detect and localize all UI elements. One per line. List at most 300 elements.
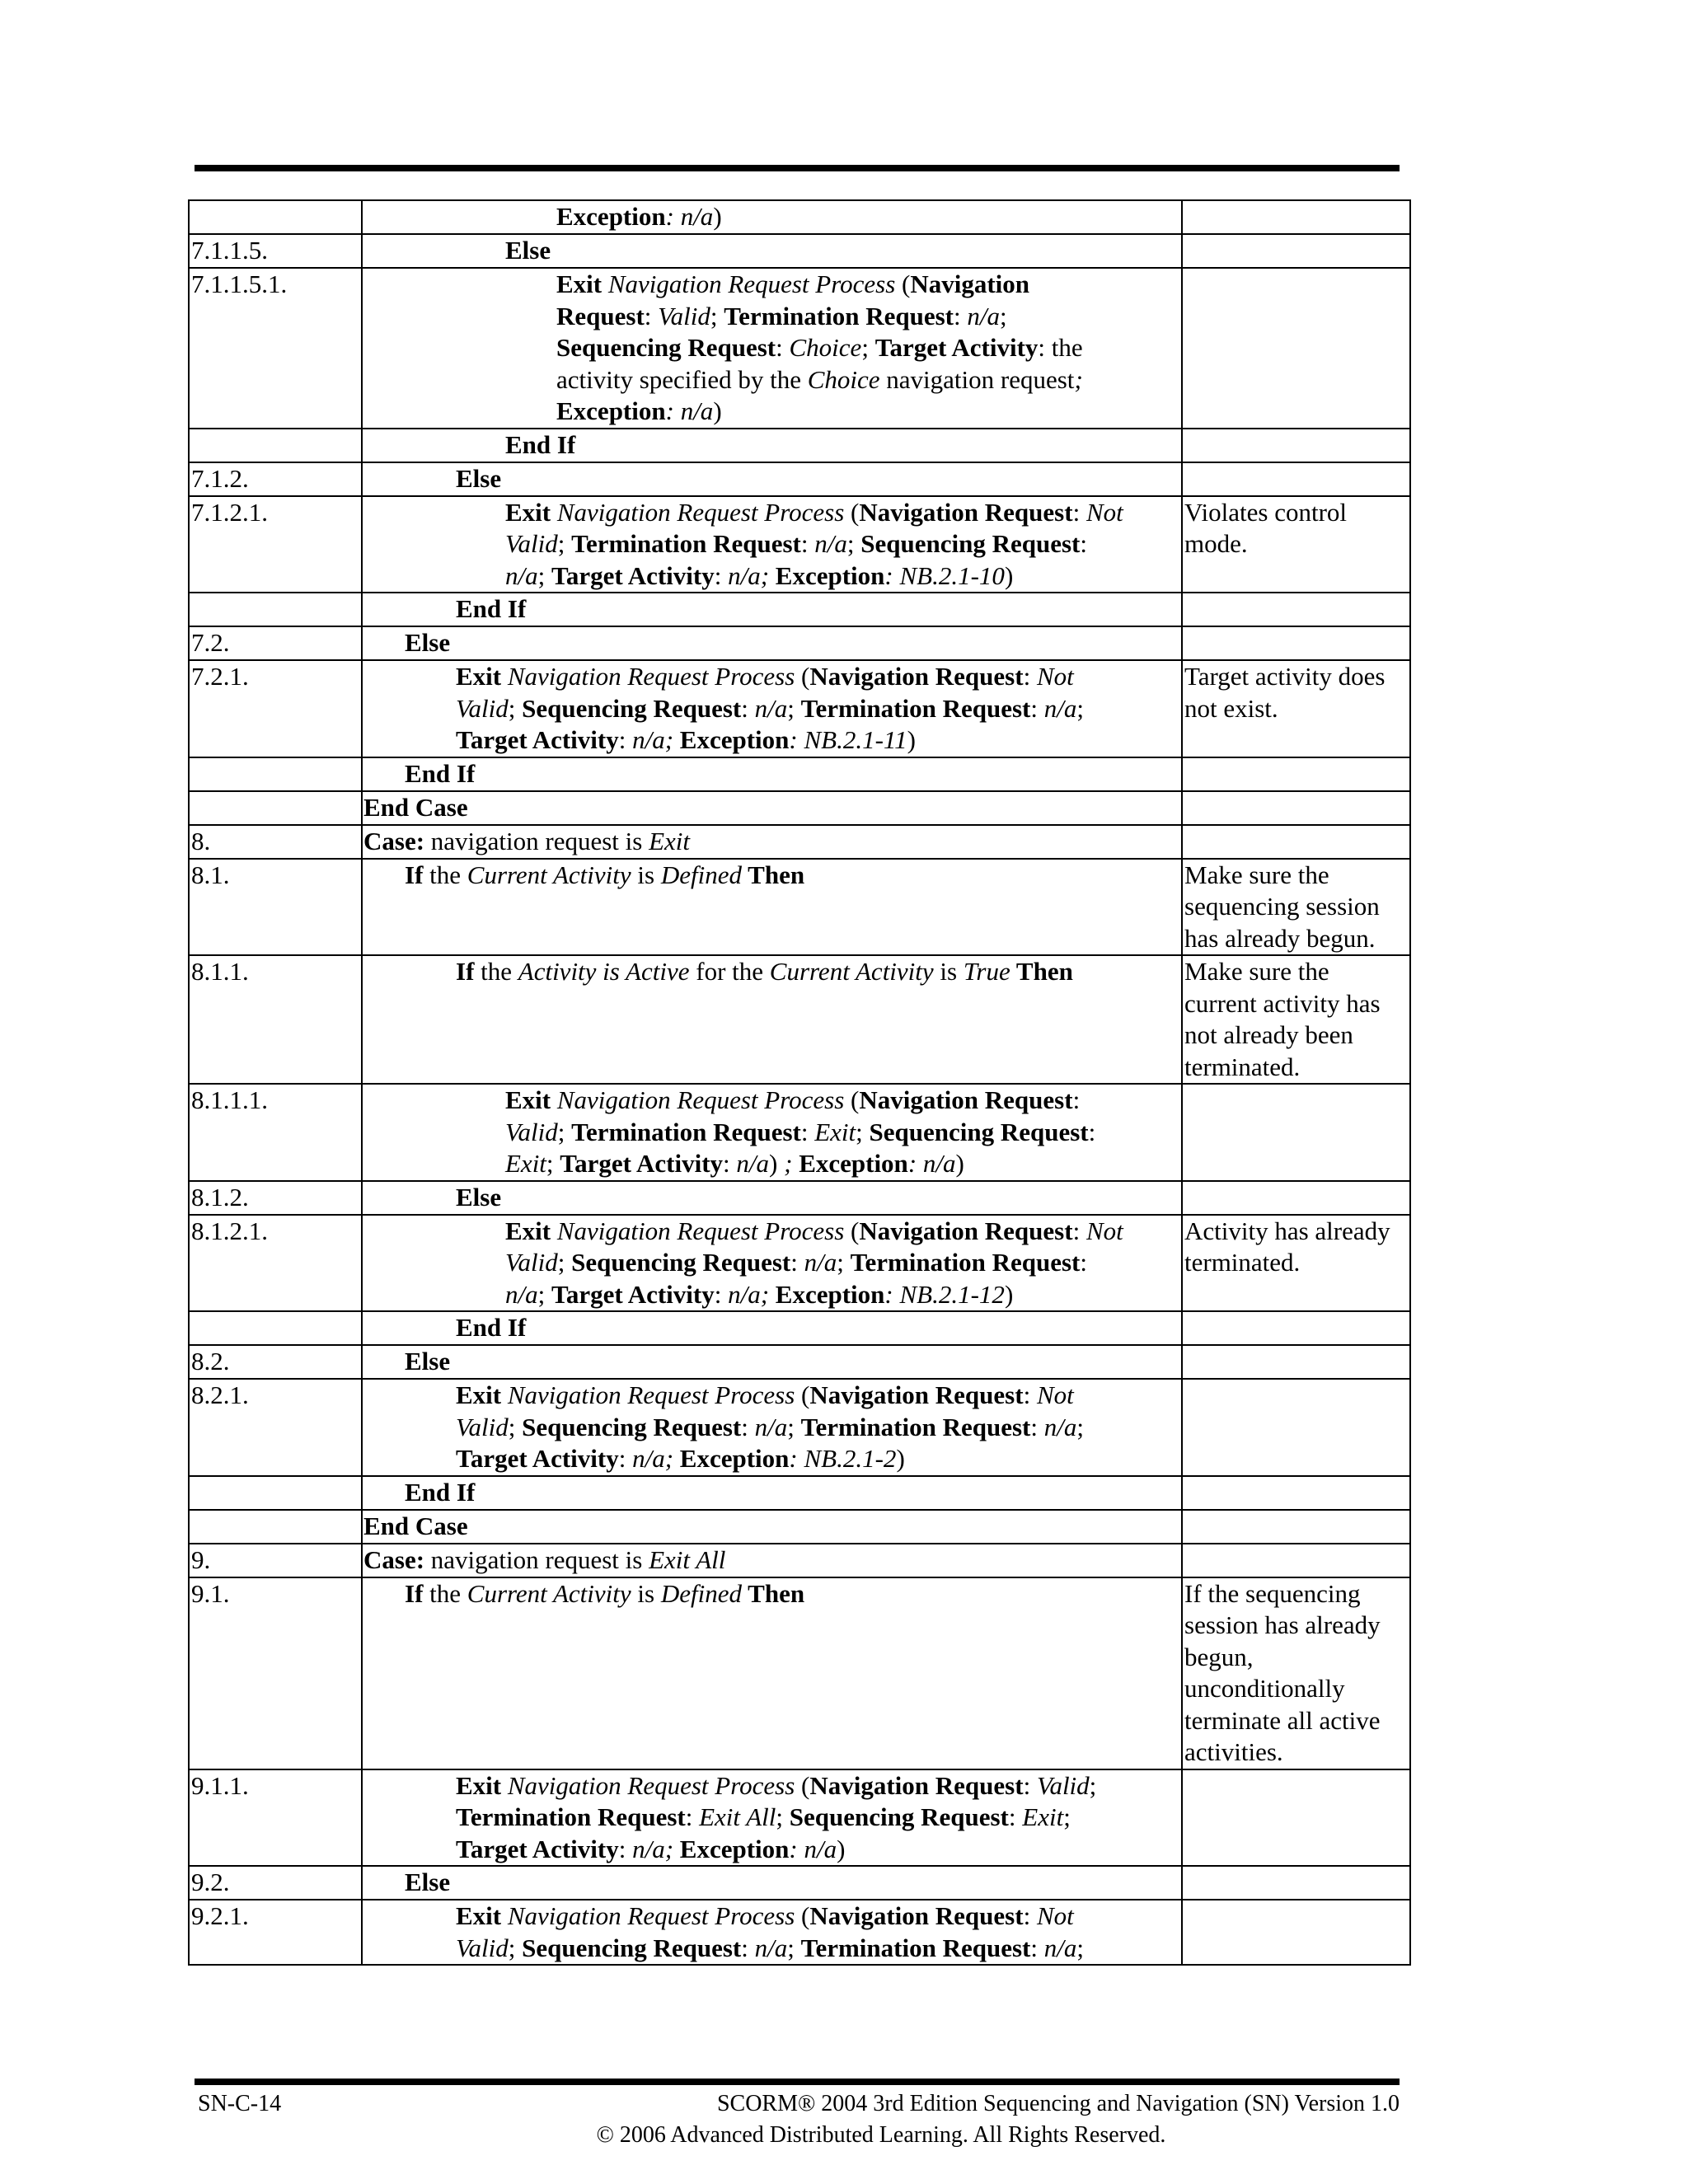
step-text-segment: ;: [846, 529, 861, 558]
step-text: [363, 956, 1181, 988]
step-text: [363, 1900, 1181, 1964]
step-text-segment: End Case: [363, 1511, 468, 1540]
step-text-segment: : n/a: [907, 1149, 956, 1178]
step-text-segment: Termination Request: [456, 1802, 686, 1831]
step-text-segment: n/a: [967, 301, 1000, 330]
step-text-segment: (: [795, 1770, 810, 1800]
step-line: [556, 332, 1181, 364]
table-row: [189, 859, 1410, 956]
step-text-cell: [362, 1379, 1182, 1476]
step-note-cell: [1182, 1900, 1410, 1965]
step-text: [363, 463, 1181, 495]
step-number-cell: [189, 593, 362, 626]
step-number-cell: [189, 429, 362, 462]
step-text-segment: Exit: [456, 662, 502, 691]
step-text-cell: [362, 268, 1182, 429]
step-note-cell: [1182, 626, 1410, 660]
step-text-segment: Current Activity: [467, 1578, 631, 1608]
step-text-segment: Navigation Request: [809, 1770, 1024, 1800]
step-text-segment: :: [1072, 1085, 1081, 1114]
step-text-cell: [362, 496, 1182, 593]
step-text-segment: :: [1080, 529, 1087, 558]
step-text-segment: :: [644, 301, 659, 330]
step-line: [505, 528, 1181, 560]
step-text: [363, 1578, 1181, 1610]
footer-copyright: © 2006 Advanced Distributed Learning. All Rights Reserved.: [596, 2122, 1166, 2148]
step-note-cell: [1182, 825, 1410, 859]
step-text-cell: [362, 1345, 1182, 1379]
step-number-cell: 8.2.: [189, 1345, 362, 1379]
step-text-segment: : NB.2.1-11: [789, 725, 907, 754]
table-row: [189, 462, 1410, 496]
step-text-segment: Exit: [505, 1149, 546, 1178]
step-text-cell: [362, 429, 1182, 462]
step-text-segment: ;: [546, 1149, 560, 1178]
step-text-cell: [362, 660, 1182, 757]
step-text-segment: ): [713, 396, 722, 425]
step-text-cell: [362, 955, 1182, 1084]
step-text: [363, 269, 1181, 428]
step-text-segment: ): [896, 1444, 905, 1473]
step-number-cell: 9.2.1.: [189, 1900, 362, 1965]
table-row: [189, 1866, 1410, 1900]
step-number-cell: [189, 200, 362, 234]
step-text-segment: Target Activity: [551, 1279, 715, 1309]
step-line: [456, 661, 1181, 693]
table-row: [189, 1345, 1410, 1379]
step-text: [363, 1216, 1181, 1311]
table-row: [189, 1577, 1410, 1769]
step-text-segment: ): [713, 202, 722, 231]
step-text: [363, 201, 1181, 233]
step-text-segment: Exit: [505, 497, 551, 527]
step-text-cell: [362, 1510, 1182, 1544]
step-text-segment: n/a: [736, 1149, 770, 1178]
step-text-segment: the: [423, 860, 467, 889]
step-text-segment: Choice: [789, 333, 862, 362]
step-text-segment: : the: [1038, 333, 1083, 362]
step-text-segment: Navigation Request: [809, 1380, 1024, 1409]
step-number-cell: 8.1.2.1.: [189, 1215, 362, 1312]
step-line: [405, 758, 1181, 790]
step-text: [363, 758, 1181, 790]
step-text-segment: Else: [505, 236, 551, 265]
step-text-segment: Activity is Active: [518, 957, 690, 986]
step-text-segment: Sequencing Request: [522, 1933, 742, 1962]
step-number-cell: 8.1.1.: [189, 955, 362, 1084]
step-text-segment: :: [1030, 1933, 1044, 1962]
step-text-segment: :: [1008, 1802, 1023, 1831]
step-text-segment: Target Activity: [456, 1444, 619, 1473]
step-text-segment: ): [1004, 560, 1014, 590]
step-text-segment: ;: [537, 560, 551, 590]
step-text-segment: Not: [1085, 1216, 1123, 1245]
step-text-segment: Not: [1036, 662, 1074, 691]
step-text-segment: Navigation Request Process: [551, 497, 845, 527]
step-text-segment: ): [955, 1149, 964, 1178]
step-text-segment: ): [907, 725, 916, 754]
step-text-segment: End Case: [363, 792, 468, 822]
step-note-cell: [1182, 1379, 1410, 1476]
step-text-segment: Target Activity: [874, 333, 1039, 362]
step-text-segment: the: [474, 957, 518, 986]
step-text-segment: Exception: [556, 202, 666, 231]
step-text-segment: n/a;: [632, 1834, 674, 1863]
step-text-segment: :: [790, 1248, 804, 1277]
step-line: [556, 201, 1181, 233]
step-line: [363, 1544, 1181, 1577]
step-text-segment: Valid: [456, 693, 509, 723]
step-text-segment: Termination Request: [850, 1248, 1081, 1277]
table-row: [189, 626, 1410, 660]
step-line: [456, 956, 1181, 988]
step-text-segment: Valid: [456, 1412, 509, 1441]
table-row: [189, 1215, 1410, 1312]
step-text-segment: End If: [456, 594, 527, 623]
step-text-segment: Valid: [505, 1248, 558, 1277]
step-text-segment: End If: [456, 1313, 527, 1342]
step-text-segment: Request: [556, 301, 645, 330]
step-text-segment: :: [618, 1834, 633, 1863]
step-text-segment: Choice: [807, 364, 880, 394]
step-text-segment: Termination Request: [571, 529, 801, 558]
step-text-segment: : n/a: [789, 1834, 837, 1863]
step-text-segment: ;: [557, 1117, 572, 1146]
step-line: [505, 1085, 1181, 1117]
step-number-cell: 9.2.: [189, 1866, 362, 1900]
step-text-segment: ;: [508, 693, 523, 723]
step-text-segment: Navigation Request: [859, 1085, 1073, 1114]
step-text-segment: Exit: [505, 1085, 551, 1114]
step-line: [456, 1443, 1181, 1475]
step-text-segment: :: [800, 1117, 815, 1146]
table-row: [189, 955, 1410, 1084]
step-text-segment: :: [741, 1933, 755, 1962]
step-text: [363, 1770, 1181, 1866]
step-text-segment: Exit All: [699, 1802, 776, 1831]
step-text-segment: Target Activity: [560, 1149, 724, 1178]
step-text-segment: n/a;: [728, 560, 770, 590]
step-note-cell: [1182, 1476, 1410, 1510]
step-note-cell: [1182, 268, 1410, 429]
step-text-segment: :: [685, 1802, 700, 1831]
step-text-segment: Exception: [673, 1444, 790, 1473]
step-text-segment: n/a: [505, 560, 538, 590]
step-text-segment: Else: [405, 628, 451, 657]
step-text-segment: (: [795, 1380, 810, 1409]
table-row: [189, 825, 1410, 859]
step-note-cell: [1182, 1181, 1410, 1215]
step-text-segment: ;: [776, 1802, 790, 1831]
step-text-segment: is: [631, 860, 661, 889]
step-text-segment: Current Activity: [467, 860, 631, 889]
step-text-segment: Valid: [456, 1933, 509, 1962]
pseudocode-table-body: [189, 200, 1410, 1965]
step-note-cell: [1182, 593, 1410, 626]
step-text-segment: n/a;: [632, 725, 674, 754]
step-text-segment: Exit: [456, 1380, 502, 1409]
step-note-cell: If the sequencing session has already begun, unconditionally terminate all active activities.: [1182, 1577, 1410, 1769]
step-note-cell: Violates control mode.: [1182, 496, 1410, 593]
table-row: [189, 1311, 1410, 1345]
step-text-segment: True: [963, 957, 1010, 986]
step-text: [363, 1867, 1181, 1899]
step-text-segment: :: [1030, 1412, 1044, 1441]
step-number-cell: 7.1.1.5.: [189, 234, 362, 268]
step-text-segment: navigation request: [879, 364, 1075, 394]
step-text-cell: [362, 1866, 1182, 1900]
step-text-segment: Sequencing Request: [869, 1117, 1089, 1146]
step-number-cell: 8.1.1.1.: [189, 1084, 362, 1181]
step-text-segment: :: [618, 1444, 633, 1473]
step-number-cell: [189, 1311, 362, 1345]
step-line: [456, 724, 1181, 757]
step-text-segment: :: [776, 333, 790, 362]
step-text-cell: [362, 1476, 1182, 1510]
step-text-segment: Exception: [792, 1149, 908, 1178]
step-text: [363, 792, 1181, 824]
table-row: [189, 1900, 1410, 1965]
step-text-segment: n/a: [804, 1248, 837, 1277]
step-note-cell: Activity has already terminated.: [1182, 1215, 1410, 1312]
table-row: [189, 1084, 1410, 1181]
step-number-cell: 8.: [189, 825, 362, 859]
step-line: [556, 364, 1181, 396]
step-text-segment: Exception: [673, 725, 790, 754]
step-text-segment: Navigation Request Process: [501, 1380, 795, 1409]
step-text-segment: End If: [405, 1477, 476, 1507]
step-note-cell: [1182, 200, 1410, 234]
step-line: [556, 396, 1181, 428]
step-text-segment: n/a;: [728, 1279, 770, 1309]
step-text-segment: ;: [557, 1248, 572, 1277]
step-text-segment: Exit: [556, 269, 603, 298]
step-text-segment: Sequencing Request: [571, 1248, 791, 1277]
step-text-segment: n/a: [1043, 693, 1077, 723]
step-text-cell: [362, 825, 1182, 859]
step-text-segment: Defined: [660, 1578, 742, 1608]
step-text-segment: :: [714, 1279, 729, 1309]
step-text-segment: ;: [1076, 1933, 1084, 1962]
step-text-segment: Exit: [649, 826, 691, 855]
step-text-segment: Defined: [660, 860, 742, 889]
step-text-segment: : NB.2.1-12: [884, 1279, 1005, 1309]
table-row: [189, 234, 1410, 268]
step-text-segment: :: [1072, 497, 1086, 527]
step-text-segment: ;: [1089, 1770, 1097, 1800]
step-text-segment: End If: [405, 758, 476, 788]
step-number-cell: [189, 1510, 362, 1544]
step-text: [363, 497, 1181, 593]
step-text-segment: Termination Request: [800, 693, 1031, 723]
step-text-segment: Termination Request: [724, 301, 954, 330]
step-text-segment: :: [1023, 662, 1037, 691]
step-text-segment: : n/a: [665, 202, 714, 231]
header-rule: [195, 165, 1400, 171]
step-text-segment: Target Activity: [551, 560, 715, 590]
step-line: [363, 792, 1181, 824]
step-text-segment: ;: [1076, 1412, 1084, 1441]
step-number-cell: 8.1.2.: [189, 1181, 362, 1215]
step-text-cell: [362, 1084, 1182, 1181]
step-text-cell: [362, 791, 1182, 825]
step-line: [456, 1770, 1181, 1802]
step-text-segment: Navigation Request Process: [551, 1216, 845, 1245]
step-number-cell: 7.2.1.: [189, 660, 362, 757]
step-text-segment: Termination Request: [571, 1117, 801, 1146]
table-row: [189, 1544, 1410, 1577]
step-note-cell: [1182, 1866, 1410, 1900]
step-text-segment: ;: [856, 1117, 870, 1146]
step-text-segment: Sequencing Request: [522, 1412, 742, 1441]
step-text-segment: Exception: [673, 1834, 790, 1863]
step-text-segment: :: [714, 560, 729, 590]
step-text-segment: Navigation Request: [809, 662, 1024, 691]
table-row: [189, 496, 1410, 593]
step-text-cell: [362, 1577, 1182, 1769]
step-line: [505, 1216, 1181, 1248]
step-text-segment: Exit: [456, 1770, 502, 1800]
step-line: [505, 1148, 1181, 1180]
step-text: [363, 593, 1181, 626]
step-text-segment: Navigation Request Process: [501, 1901, 795, 1930]
step-line: [556, 269, 1181, 301]
step-text-segment: Navigation Request: [809, 1901, 1024, 1930]
step-text-segment: Exit: [456, 1901, 502, 1930]
step-text: [363, 1085, 1181, 1180]
step-text-segment: Else: [405, 1347, 451, 1376]
step-text: [363, 1511, 1181, 1543]
step-text-segment: End If: [505, 429, 576, 459]
table-row: [189, 1379, 1410, 1476]
step-text-segment: Valid: [505, 529, 558, 558]
step-number-cell: 7.2.: [189, 626, 362, 660]
step-line: [456, 693, 1181, 725]
step-line: [456, 1312, 1181, 1344]
step-text-segment: If: [405, 1578, 424, 1608]
step-text-cell: [362, 234, 1182, 268]
step-note-cell: [1182, 429, 1410, 462]
step-line: [505, 1117, 1181, 1149]
step-text-segment: Exit: [814, 1117, 856, 1146]
step-text-segment: :: [1023, 1770, 1037, 1800]
step-text-segment: n/a: [1043, 1933, 1077, 1962]
step-text-segment: :: [1030, 693, 1044, 723]
step-text-segment: If: [456, 957, 475, 986]
step-text-segment: (: [844, 497, 860, 527]
step-text-segment: ;: [787, 1412, 801, 1441]
step-text-segment: ;: [508, 1412, 523, 1441]
step-number-cell: [189, 791, 362, 825]
step-note-cell: [1182, 1311, 1410, 1345]
table-row: [189, 200, 1410, 234]
step-line: [556, 301, 1181, 333]
step-text-cell: [362, 462, 1182, 496]
step-note-cell: [1182, 1769, 1410, 1867]
step-text-segment: Navigation Request Process: [501, 1770, 795, 1800]
step-line: [456, 463, 1181, 495]
step-number-cell: [189, 1476, 362, 1510]
step-text-segment: Navigation: [910, 269, 1030, 298]
step-text: [363, 661, 1181, 757]
step-text: [363, 1182, 1181, 1214]
step-line: [405, 627, 1181, 659]
step-text-segment: Else: [405, 1868, 451, 1896]
step-line: [456, 1380, 1181, 1412]
step-text-segment: :: [954, 301, 968, 330]
step-text-segment: ): [769, 1149, 785, 1178]
step-text-cell: [362, 1769, 1182, 1867]
step-text-segment: Sequencing Request: [522, 693, 742, 723]
step-text-segment: ;: [787, 1933, 801, 1962]
step-text-segment: Then: [741, 860, 805, 889]
step-number-cell: 9.: [189, 1544, 362, 1577]
step-text-segment: ;: [861, 333, 875, 362]
step-line: [505, 1247, 1181, 1279]
step-text-segment: n/a: [814, 529, 847, 558]
step-note-cell: [1182, 1510, 1410, 1544]
step-text-segment: Valid: [505, 1117, 558, 1146]
step-text-segment: :: [1023, 1901, 1037, 1930]
step-text-segment: : NB.2.1-10: [884, 560, 1005, 590]
step-text: [363, 1346, 1181, 1378]
step-text-segment: Then: [741, 1578, 805, 1608]
step-text-segment: ;: [557, 529, 572, 558]
step-number-cell: 8.1.: [189, 859, 362, 956]
table-row: [189, 268, 1410, 429]
step-text-segment: Navigation Request Process: [501, 662, 795, 691]
step-text-segment: Exception: [556, 396, 666, 425]
step-text-segment: activity specified by the: [556, 364, 808, 394]
step-number-cell: 8.2.1.: [189, 1379, 362, 1476]
step-text-segment: ;: [508, 1933, 523, 1962]
step-text-segment: (: [844, 1216, 860, 1245]
step-text: [363, 1380, 1181, 1475]
footer-page-number: SN-C-14: [198, 2091, 282, 2116]
step-line: [456, 1412, 1181, 1444]
step-text-segment: for the: [689, 957, 770, 986]
footer-rule: [195, 2079, 1400, 2085]
step-text-segment: If: [405, 860, 424, 889]
step-note-cell: Make sure the sequencing session has already begun.: [1182, 859, 1410, 956]
table-row: [189, 660, 1410, 757]
step-text-cell: [362, 200, 1182, 234]
step-text: [363, 1544, 1181, 1577]
step-text-segment: :: [800, 529, 815, 558]
step-text: [363, 429, 1181, 462]
step-text-segment: Navigation Request: [859, 1216, 1073, 1245]
step-text-segment: Exit: [1022, 1802, 1064, 1831]
table-row: [189, 791, 1410, 825]
step-text-segment: Target Activity: [456, 725, 619, 754]
step-text-segment: : n/a: [665, 396, 714, 425]
pseudocode-table: [188, 199, 1411, 1966]
step-text-segment: Else: [456, 1182, 502, 1212]
step-text-segment: ;: [1076, 693, 1084, 723]
step-text-segment: ;: [837, 1248, 851, 1277]
step-text-segment: :: [1088, 1117, 1096, 1146]
step-line: [505, 560, 1181, 593]
step-text-segment: n/a: [754, 1412, 788, 1441]
step-text-cell: [362, 626, 1182, 660]
step-line: [456, 1834, 1181, 1866]
step-text-segment: (: [795, 1901, 810, 1930]
step-text-segment: (: [795, 662, 810, 691]
step-text-segment: Case:: [363, 826, 425, 855]
table-row: [189, 757, 1410, 791]
step-line: [456, 1900, 1181, 1933]
step-text: [363, 1477, 1181, 1509]
